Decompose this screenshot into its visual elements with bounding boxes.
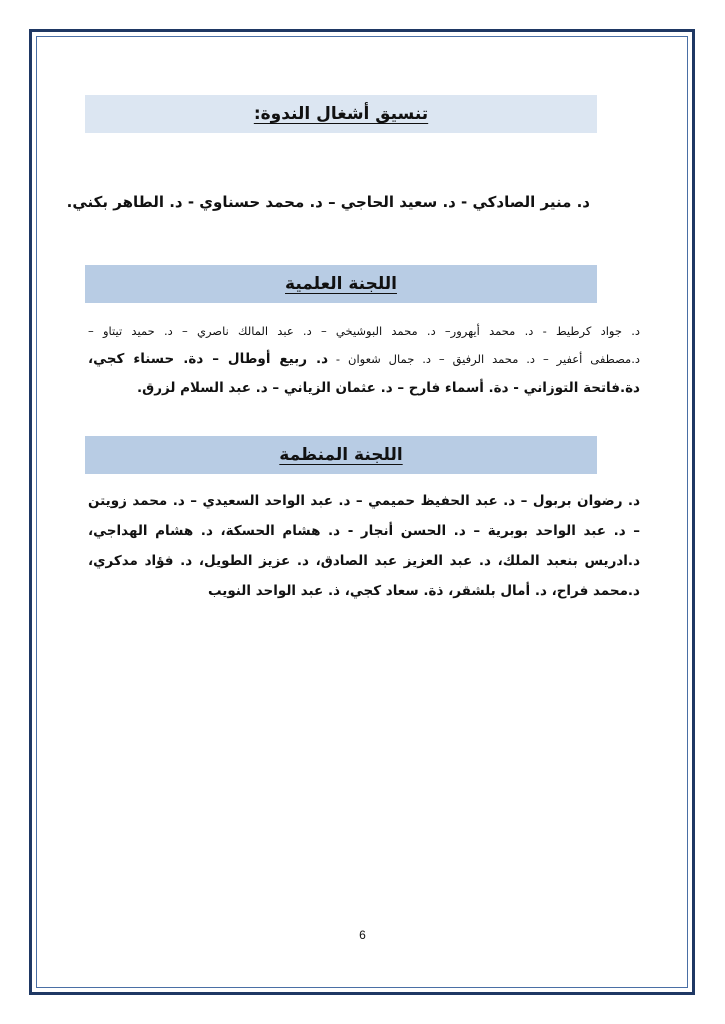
scientific-committee-list [88,317,640,403]
scientific-committee-line-2-regular: د.مصطفى أعفير – د. محمد الرفيق – د. جمال شعوان - [328,352,640,366]
organizing-committee-heading [85,436,597,474]
coordination-names-line: د. منير الصادكي - د. سعيد الحاجي – د. محمد حسناوي - د. الطاهر بكني. [66,193,590,211]
organizing-committee-title: اللجنة المنظمة [279,445,403,465]
coordination-names [66,193,590,211]
scientific-committee-line-2-bold: د. ربيع أوطال – دة. حسناء كجي، [88,351,329,367]
coordination-heading [85,95,597,133]
organizing-committee-line-2: – د. عبد الواحد بوبرية – د. الحسن أنجار - د. هشام الحسكة، د. هشام الهداجي، [88,523,640,539]
page-number: 6 [359,928,366,942]
scientific-committee-line-2 [88,345,640,373]
coordination-title: تنسيق أشغال الندوة: [253,104,429,124]
organizing-committee-line-1: د. رضوان بربول – د. عبد الحفيظ حميمي – د. عبد الواحد السعيدي – د. محمد زويتن [88,493,640,509]
scientific-committee-line-3: دة.فاتحة التوزاني - دة. أسماء فارح – د. عثمان الزياني – د. عبد السلام لزرق. [137,380,640,396]
organizing-committee-list [88,486,640,606]
scientific-committee-heading [85,265,597,303]
organizing-committee-line-4: د.محمد فراح، د. أمال بلشقر، ذة. سعاد كجي، ذ. عبد الواحد النويب [207,583,640,599]
scientific-committee-line-1: د. جواد كرطيط - د. محمد أيهرور– د. محمد البوشيخي – د. عبد المالك ناصري – د. حميد تيتاو – [88,324,640,338]
organizing-committee-line-3: د.ادريس بنعبد الملك، د. عبد العزيز عبد الصادق، د. عزيز الطويل، د. فؤاد مدكري، [88,553,640,569]
scientific-committee-title: اللجنة العلمية [285,274,397,294]
